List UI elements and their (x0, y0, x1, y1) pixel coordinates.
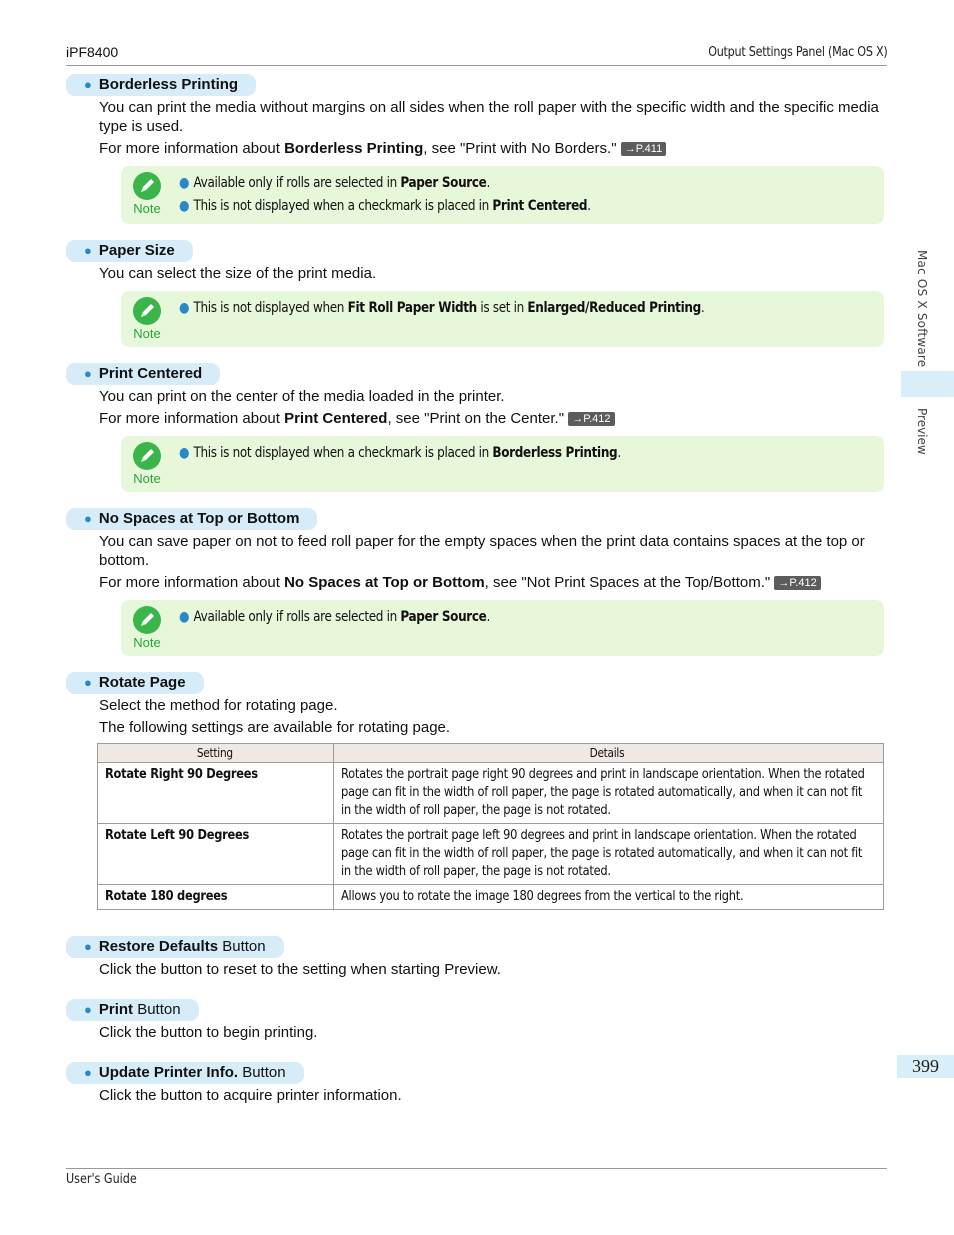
text: This is not displayed when a checkmark is placed in (193, 198, 493, 214)
section-heading (66, 74, 256, 96)
section-rotate-page (66, 672, 886, 910)
text: , see "Print with No Borders." (423, 140, 621, 157)
text: Available only if rolls are selected in (193, 175, 401, 191)
note-box (121, 291, 884, 347)
note-list (179, 172, 658, 218)
bullet-icon: ● (179, 175, 190, 191)
reference-line (99, 139, 886, 158)
text-bold: Borderless Printing (492, 445, 618, 461)
section-heading (66, 240, 193, 262)
page-number: 399 (897, 1055, 954, 1078)
description: You can print on the center of the media loaded in the printer. (99, 388, 505, 405)
text: , see "Not Print Spaces at the Top/Bottom." (484, 574, 775, 591)
section-heading (66, 936, 284, 958)
text-bold: Enlarged/Reduced Printing (527, 300, 701, 316)
note-icon (131, 297, 163, 341)
main-content (66, 74, 886, 1121)
bullet-icon: ● (84, 366, 92, 381)
text-bold: Paper Source (400, 175, 487, 191)
section-print-centered (66, 363, 886, 492)
bullet-icon: ● (84, 675, 92, 690)
note-item (179, 195, 591, 218)
pencil-icon (133, 297, 161, 325)
table-row (98, 824, 884, 885)
header-divider (66, 65, 887, 66)
bullet-icon: ● (179, 445, 190, 461)
text: Allows you to rotate the image 180 degrees from the vertical to the right. (341, 889, 744, 904)
heading-text: No Spaces at Top or Bottom (98, 510, 300, 527)
description: You can select the size of the print media. (99, 265, 377, 282)
details-cell (334, 763, 884, 824)
text: For more information about (99, 574, 285, 591)
bullet-icon: ● (179, 609, 190, 625)
bullet-icon: ● (179, 198, 190, 214)
header-model: iPF8400 (66, 44, 119, 60)
text: . (617, 445, 621, 461)
section-update-printer-info (66, 1062, 886, 1105)
text: . (486, 175, 491, 191)
text-bold: Print Centered (284, 410, 388, 427)
text: Rotate Left 90 Degrees (105, 828, 250, 843)
bullet-icon: ● (84, 77, 92, 92)
details-cell (334, 885, 884, 910)
note-item (179, 442, 621, 465)
heading-text: Print Centered (98, 365, 203, 382)
text-bold: No Spaces at Top or Bottom (284, 574, 485, 591)
setting-cell (98, 885, 334, 910)
page-reference-link[interactable]: →P.411 (621, 142, 667, 156)
note-box (121, 166, 884, 224)
heading-suffix: Button (238, 1064, 286, 1081)
note-icon (131, 172, 163, 218)
text: is set in (476, 300, 528, 316)
note-icon (131, 606, 163, 650)
note-list (179, 606, 541, 650)
bullet-icon: ● (179, 300, 190, 316)
note-label: Note (133, 326, 161, 341)
text: Rotates the portrait page right 90 degrees and print in landscape orientation. When the rotated page can fit in the width of roll paper, the page is rotated automatically, and when it can not fit in the width of roll paper, the page is not rotated. (341, 767, 865, 818)
text-bold: Borderless Printing (284, 140, 424, 157)
text: This is not displayed when a checkmark is placed in (193, 445, 493, 461)
table-header-row (98, 744, 884, 763)
footer-divider (66, 1168, 887, 1169)
bullet-icon: ● (84, 1065, 92, 1080)
text: For more information about (99, 410, 285, 427)
text: Details (589, 746, 625, 760)
text: Rotate 180 degrees (105, 889, 228, 904)
column-header-details (334, 744, 884, 763)
heading-text: Rotate Page (98, 674, 186, 691)
text: . (486, 609, 491, 625)
note-item (179, 297, 704, 320)
section-borderless-printing (66, 74, 886, 224)
note-label: Note (133, 635, 161, 650)
page-reference-link[interactable]: →P.412 (774, 576, 820, 590)
table-row (98, 885, 884, 910)
text: This is not displayed when (193, 300, 348, 316)
bullet-icon: ● (84, 1002, 92, 1017)
bullet-icon: ● (84, 511, 92, 526)
side-tab-mac-software[interactable]: Mac OS X Software (915, 250, 929, 368)
bullet-icon: ● (84, 939, 92, 954)
reference-line (99, 573, 886, 592)
bullet-icon: ● (84, 243, 92, 258)
setting-cell (98, 824, 334, 885)
section-heading (66, 508, 317, 530)
note-label: Note (133, 471, 161, 486)
text: . (587, 198, 591, 214)
rotate-settings-table (97, 743, 884, 910)
heading-text: Print (98, 1001, 134, 1018)
note-label: Note (133, 201, 161, 216)
note-item (179, 606, 490, 629)
description: Click the button to begin printing. (99, 1024, 318, 1041)
heading-suffix: Button (133, 1001, 181, 1018)
description: Select the method for rotating page. (99, 697, 338, 714)
heading-text: Paper Size (98, 242, 175, 259)
text: , see "Print on the Center." (387, 410, 569, 427)
section-no-spaces (66, 508, 886, 656)
pencil-icon (133, 442, 161, 470)
section-heading (66, 1062, 304, 1084)
pencil-icon (133, 172, 161, 200)
text-bold: Paper Source (400, 609, 487, 625)
note-item (179, 172, 591, 195)
text: Available only if rolls are selected in (193, 609, 401, 625)
section-paper-size (66, 240, 886, 347)
description: Click the button to acquire printer information. (99, 1087, 402, 1104)
text-bold: Print Centered (492, 198, 588, 214)
header-section-title: Output Settings Panel (Mac OS X) (707, 45, 887, 60)
text: Setting (196, 746, 233, 760)
text: For more information about (99, 140, 285, 157)
note-box (121, 436, 884, 492)
description: You can print the media without margins on all sides when the roll paper with the specific width and the specific media type is used. (99, 99, 879, 135)
side-tab-active-marker (901, 371, 954, 397)
section-heading (66, 999, 199, 1021)
section-heading (66, 363, 220, 385)
section-print-button (66, 999, 886, 1042)
text-bold: Fit Roll Paper Width (347, 300, 477, 316)
note-list (179, 442, 693, 486)
note-box (121, 600, 884, 656)
column-header-setting (98, 744, 334, 763)
pencil-icon (133, 606, 161, 634)
table-row (98, 763, 884, 824)
note-list (179, 297, 790, 341)
section-restore-defaults (66, 936, 886, 979)
details-cell (334, 824, 884, 885)
section-heading (66, 672, 204, 694)
description: The following settings are available for rotating page. (99, 719, 451, 736)
page-reference-link[interactable]: →P.412 (568, 412, 614, 426)
setting-cell (98, 763, 334, 824)
text: Rotate Right 90 Degrees (105, 767, 258, 782)
text: Rotates the portrait page left 90 degrees and print in landscape orientation. When the rotated page can fit in the width of roll paper, the page is rotated automatically, and when it can not fit in the width of roll paper, the page is not rotated. (341, 828, 863, 879)
reference-line (99, 409, 886, 428)
heading-text: Borderless Printing (98, 76, 239, 93)
side-tab-preview[interactable]: Preview (915, 408, 929, 455)
footer-guide-title: User's Guide (66, 1172, 137, 1187)
text: . (700, 300, 705, 316)
heading-text: Restore Defaults (98, 938, 219, 955)
description: You can save paper on not to feed roll paper for the empty spaces when the print data contains spaces at the top or bottom. (99, 533, 865, 569)
heading-suffix: Button (218, 938, 266, 955)
heading-text: Update Printer Info. (98, 1064, 239, 1081)
description: Click the button to reset to the setting when starting Preview. (99, 961, 501, 978)
note-icon (131, 442, 163, 486)
